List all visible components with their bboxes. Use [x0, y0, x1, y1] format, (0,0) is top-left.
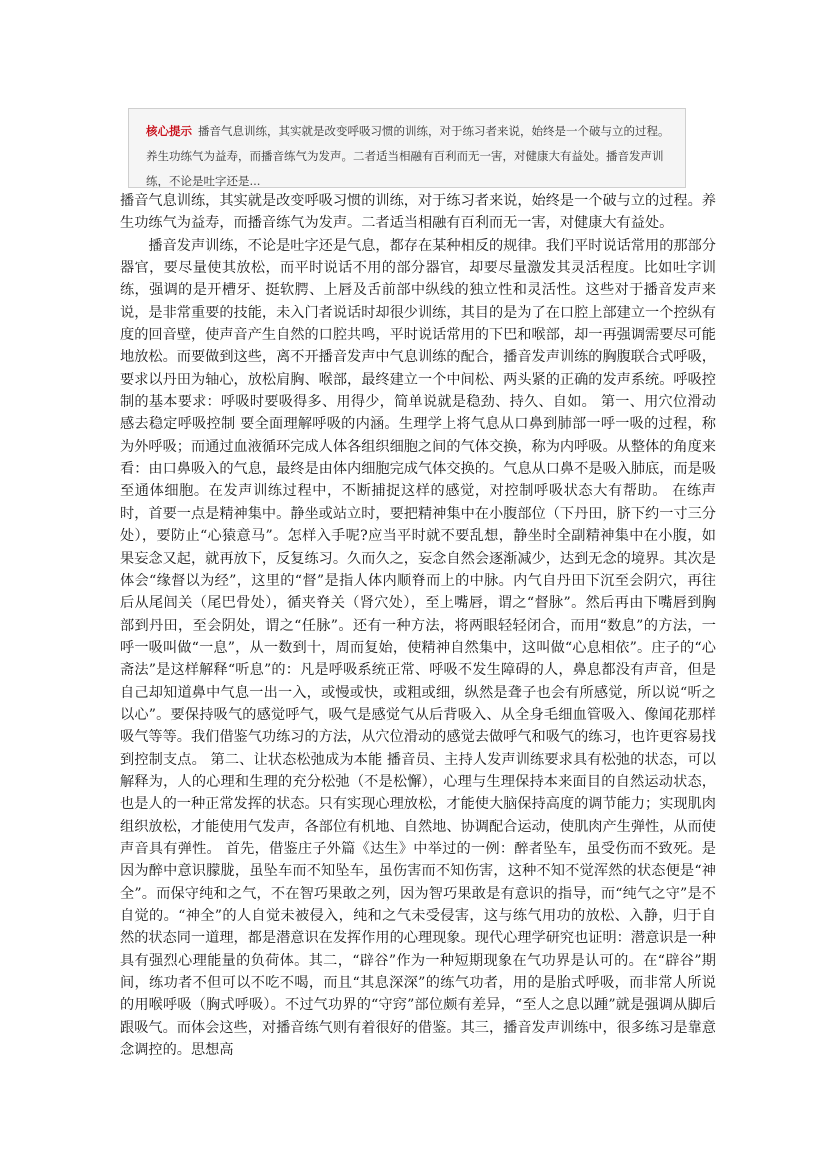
summary-label: 核心提示 — [146, 124, 192, 138]
article-body — [120, 190, 716, 1061]
summary-box — [128, 108, 686, 188]
summary-text: 播音气息训练，其实就是改变呼吸习惯的训练，对于练习者来说，始终是一个破与立的过程。养生功练气为益寿，而播音练气为发声。二者适当相融有百利而无一害，对健康大有益处。播音发声训练，不论是吐字还是... — [146, 124, 670, 188]
article-paragraph-1: 播音气息训练，其实就是改变呼吸习惯的训练，对于练习者来说，始终是一个破与立的过程。养生功练气为益寿，而播音练气为发声。二者适当相融有百利而无一害，对健康大有益处。 — [120, 193, 716, 232]
article-paragraph-2: 播音发声训练，不论是吐字还是气息，都存在某种相反的规律。我们平时说话常用的那部分器官，要尽量使其放松，而平时说话不用的部分器官，却要尽量激发其灵活程度。比如吐字训练，强调的是开槽牙、挺软腭、上唇及舌前部中纵线的独立性和灵活性。这些对于播音发声来说，是非常重要的技能，未入门者说话时却很少训练，其目的是为了在口腔上部建立一个控纵有度的回音壁，使声音产生自然的口腔共鸣，平时说话常用的下巴和喉部，却一再强调需要尽可能地放松。而要做到这些，离不开播音发声中气息训练的配合，播音发声训练的胸腹联合式呼吸，要求以丹田为轴心，放松肩胸、喉部，最终建立一个中间松、两头紧的正确的发声系统。呼吸控制的基本要求：呼吸时要吸得多、用得少，简单说就是稳劲、持久、自如。 第一、用穴位滑动感去稳定呼吸控制 要全面理解呼吸的内涵。生理学上将气息从口鼻到肺部一呼一吸的过程，称为外呼吸；而通过血液循环完成人体各组织细胞之间的气体交换，称为内呼吸。从整体的角度来看：由口鼻吸入的气息，最终是由体内细胞完成气体交换的。气息从口鼻不是吸入肺底，而是吸至通体细胞。在发声训练过程中，不断捕捉这样的感觉，对控制呼吸状态大有帮助。 在练声时，首要一点是精神集中。静坐或站立时，要把精神集中在小腹部位（下丹田，脐下约一寸三分处），要防止“心猿意马”。怎样入手呢?应当平时就不要乱想，静坐时全副精神集中在小腹，如果妄念又起，就再放下，反复练习。久而久之，妄念自然会逐渐减少，达到无念的境界。其次是体会“缘督以为经”，这里的“督”是指人体内顺脊而上的中脉。内气自丹田下沉至会阴穴，再往后从尾闾关（尾巴骨处），循夹脊关（肾穴处），至上嘴唇，谓之“督脉”。然后再由下嘴唇到胸部到丹田，至会阴处，谓之“任脉”。还有一种方法，将两眼轻轻闭合，而用“数息”的方法，一呼一吸叫做“一息”，从一数到十，周而复始，使精神自然集中，这叫做“心息相依”。庄子的“心斋法”是这样解释“听息”的：凡是呼吸系统正常、呼吸不发生障碍的人，鼻息都没有声音，但是自己却知道鼻中气息一出一入，或慢或快，或粗或细，纵然是聋子也会有所感觉，所以说“听之以心”。要保持吸气的感觉呼气，吸气是感觉气从后背吸入、从全身毛细血管吸入、像闻花那样吸气等等。我们借鉴气功练习的方法，从穴位滑动的感觉去做呼气和吸气的练习，也许更容易找到控制支点。 第二、让状态松弛成为本能 播音员、主持人发声训练要求具有松弛的状态，可以解释为，人的心理和生理的充分松弛（不是松懈），心理与生理保持本来面目的自然运动状态，也是人的一种正常发挥的状态。只有实现心理放松，才能使大脑保持高度的调节能力；实现肌肉组织放松，才能使用气发声，各部位有机地、自然地、协调配合运动，使肌肉产生弹性，从而使声音具有弹性。 首先，借鉴庄子外篇《达生》中举过的一例：醉者坠车，虽受伤而不致死。是因为醉中意识朦胧，虽坠车而不知坠车，虽伤害而不知伤害，这种不知不觉浑然的状态便是“神全”。而保守纯和之气，不在智巧果敢之列，因为智巧果敢是有意识的指导，而“纯气之守”是不自觉的。“神全”的人自觉未被侵入，纯和之气未受侵害，这与练气用功的放松、入静，归于自然的状态同一道理，都是潜意识在发挥作用的心理现象。现代心理学研究也证明：潜意识是一种具有强烈心理能量的负荷体。其二，“辟谷”作为一种短期现象在气功界是认可的。在“辟谷”期间，练功者不但可以不吃不喝，而且“其息深深”的练气功者，用的是胎式呼吸，而非常人所说的用喉呼吸（胸式呼吸）。不过气功界的“守窍”部位颇有差异，“至人之息以踵”就是强调从脚后跟吸气。而体会这些，对播音练气则有着很好的借鉴。其三，播音发声训练中，很多练习是靠意念调控的。思想高 — [120, 237, 716, 1059]
